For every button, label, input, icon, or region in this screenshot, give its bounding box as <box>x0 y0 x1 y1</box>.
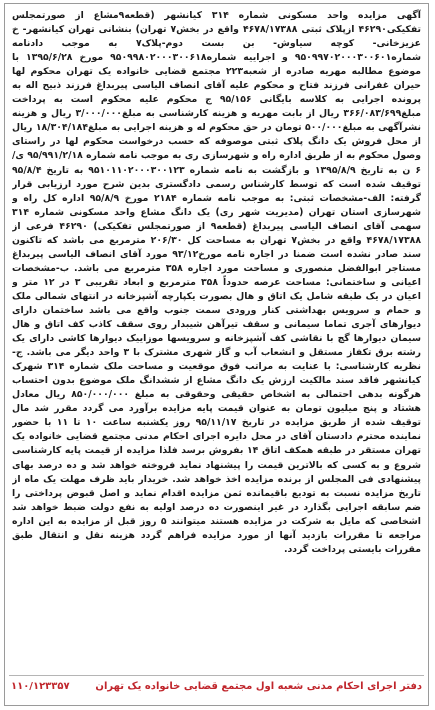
legal-notice <box>4 3 429 706</box>
reference-number: ۱۱۰/۱۲۳۳۵۷ <box>11 681 70 692</box>
notice-footer <box>9 675 424 697</box>
notice-body-text: آگهی مزایده واحد مسکونی شماره ۳۱۴ کیانشهر (قطعه۹مشاع از صورتمجلس تفکیکی۴۶۲۹۰ ازپلاک ثبتی ۴۶۷۸/۱۷۳۸۸ واقع در بخش۷ تهران) بنشانی تهران کیانشهر- خ عزیزخانی- کوچه سیاوش- بن بست دوم-پلاک۷ به موجب دادنامه شماره۹۵۰۹۹۷۰۲۰۰۰۳۰۰۶۰۱ و اجراییه شماره۹۵۰۹۹۸۰۲۰۰۰۳۰۰۶۱۸ مورخ ۱۳۹۵/۶/۲۸ با موضوع مطالبه مهریه صادره از شعبه۲۲۳ مجتمع قضایی خانواده یک تهران محکوم لها حیران غفرانی فرزند فتاح و محکوم علیه آقای انصاف الیاسی پیربداغ فرزند ذبیح اله به پرونده اجرایی به کلاسه بایگانی ۹۵/۱۵۶ ج محکوم علیه محکوم است به پرداخت مبلغ۳۶۶/۰۸۳/۶۹۹ ریال از بابت مهریه و هزینه کارشناسی به مبلغ۳/۰۰۰/۰۰۰ ریال و هزینه نشرآگهی به مبلغ۵۰۰/۰۰۰ تومان در حق محکوم له و هزینه اجرایی به مبلغ۱۸/۳۰۴/۱۸۴ ریال از محل فروش یک دانگ پلاک ثبتی موصوفه که حسب درخواست محکوم لها در راستای وصول محکوم به از طریق اداره راه و شهرسازی ری به موجب نامه شماره ۹۵/۹۹۱/۲/۱۸ ی/۶ ن به تاریخ ۱۳۹۵/۸/۹ و بازگشت به نامه شماره ۹۵۱۰۱۱۰۲۰۰۰۳۰۰۱۲۳ به تاریخ ۹۵/۸/۴ توقیف شده است که توسط کارشناس رسمی دادگستری بدین شرح مورد ارزیابی قرار گرفته: الف-مشخصات ثبتی: به موجب نامه شماره ۲۱۸۴ مورخ ۹۵/۸/۹ اداره کل راه و شهرسازی استان تهران (مدیریت شهر ری) یک دانگ مشاع واحد مسکونی شماره ۳۱۴ سهمی آقای انصاف الیاسی پیربداغ (قطعه۹ از صورتمجلس تفکیکی) ۴۶۲۹۰ فرعی از ۴۶۷۸/۱۷۳۸۸ واقع در بخش۷ تهران به مساحت کل ۲۰۶/۳۰ مترمربع می باشد که تاکنون سند صادر نشده است ضمنا در اجاره نامه مورخ۹۳/۱۲ مورد آقای انصاف الیاسی پیربداغ مستاجر ابوالفضل منصوری و مساحت مورد اجاره ۳۵۸ مترمربع می باشد. ب-مشخصات اعیانی و ساختمانی: مساحت عرصه حدوداً ۳۵۸ مترمربع و ابعاد تقریبی ۳ در ۱۲ متر و اعیان در یک طبقه شامل یک اتاق و هال بصورت یکپارچه آشپزخانه در انتهای شمالی ملک و حمام و سرویس بهداشتی کنار ورودی سمت جنوب واقع می باشد ساختمان دارای دیوارهای آجری تماما سیمانی و سقف تیرآهن شیبدار روی سقف کاذب کف اتاق و هال سیمان دیوارها گچ با نقاشی کف آشپزخانه و سرویسها موزاییک دیوارها کاشی دارای یک رشته برق تکفاز مستقل و انشعاب آب و گاز شهری مشترک با ۳ واحد دیگر می باشد. ج- نظریه کارشناسی: با عنایت به مراتب فوق موقعیت و مساحت ملک شماره ۳۱۴ شهرک کیانشهر فاقد سند مالکیت ارزش یک دانگ مشاع از ششدانگ ملک موضوع بدون احتساب هرگونه بدهی احتمالی به اشخاص حقیقی وحقوقی به مبلغ ۸۵۰/۰۰۰/۰۰۰ ریال معادل هشتاد و پنج میلیون تومان به عنوان قیمت پایه مزایده برآورد می گردد مقرر شد مال توقیف شده از طریق مزایده در تاریخ ۹۵/۱۱/۱۷ روز یکشنبه ساعت ۱۰ تا ۱۱ با حضور نماینده محترم دادستان آقای در محل دایره اجرای احکام مدنی مجتمع قضایی خانواده یک تهران مستقر در طبقه همکف اتاق ۱۴ بفروش برسد فلذا مزایده از قیمت پایه کارشناسی شروع و به کسی که بالاترین قیمت را پیشنهاد نماید فروخته خواهد شد و ده درصد بهای پیشنهادی فی المجلس از برنده مزایده اخذ خواهد شد. خریدار باید ظرف مهلت یک ماه از تاریخ مزایده نسبت به تودیع باقیمانده ثمن مزایده اقدام نماید و اصل قبوض پرداختی را ضم سابقه اجرایی بگذارد در غیر اینصورت ده درصد اولیه به نفع دولت ضبط خواهد شد اشخاصی که مایل به شرکت در مزایده هستند میتوانند ۵ روز قبل از مزایده به این اداره مراجعه تا مقررات بازدید آنها از مورد مزایده فراهم گردد هزینه نقل و انتقال طبق مقررات بایستی پرداخت گردد. <box>12 10 421 555</box>
issuing-office: دفتر اجرای احکام مدنی شعبه اول مجتمع قضایی خانواده یک تهران <box>95 681 422 692</box>
